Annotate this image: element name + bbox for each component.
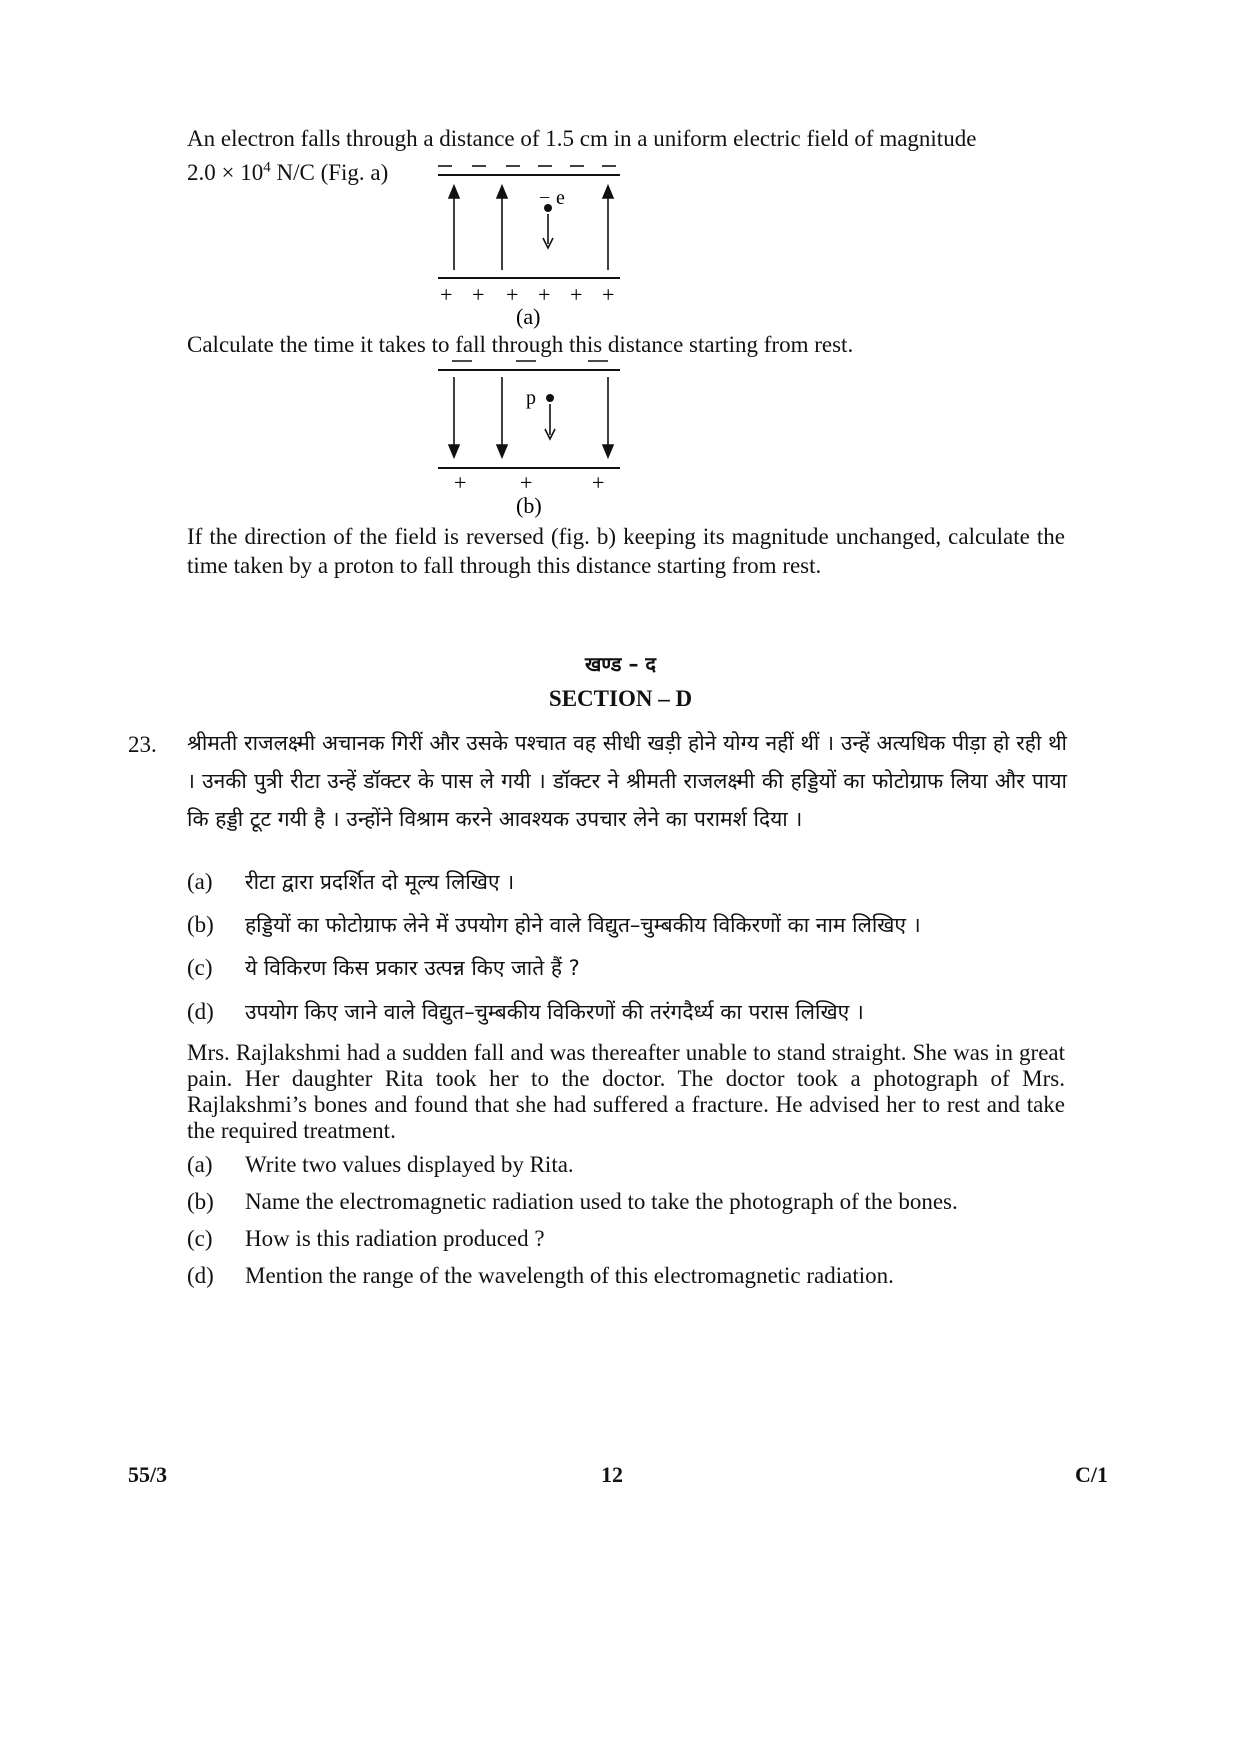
section-english-title: SECTION – D	[548, 686, 693, 711]
svg-text:e: e	[556, 187, 565, 209]
svg-text:–: –	[540, 186, 549, 206]
svg-text:+: +	[506, 282, 519, 307]
figure-a	[430, 160, 630, 330]
figure-b-proton	[526, 387, 555, 439]
q23-hindi-part-a: (a) रीटा द्वारा प्रदर्शित दो मूल्य लिखिए ।	[187, 869, 515, 894]
figure-a-field-arrows	[449, 186, 613, 270]
footer-set: C/1	[1075, 1462, 1108, 1487]
q23-english-part-d: (d) Mention the range of the wavelength of this electromagnetic radiation.	[187, 1263, 894, 1288]
q23-hindi-para: श्रीमती राजलक्ष्मी अचानक गिरीं और उसके पश्चात वह सीधी खड़ी होने योग्य नहीं थीं । उन्हें अत्यधिक पीड़ा हो रही थी । उनकी पुत्री रीटा उन्हें डॉक्टर के पास ले गयी । डॉक्टर ने श्रीमती राजलक्ष्मी की हड्डियों का फोटोग्राफ लिया और पाया कि हड्डी टूट गयी है । उन्होंने विश्राम करने आवश्यक उपचार लेने का परामर्श दिया ।	[187, 731, 1067, 831]
svg-text:+: +	[592, 470, 605, 495]
q22-calc-text: Calculate the time it takes to fall through this distance starting from rest.	[187, 332, 854, 357]
svg-text:+: +	[570, 282, 583, 307]
svg-text:+: +	[472, 282, 485, 307]
q23-english-part-b: (b) Name the electromagnetic radiation used to take the photograph of the bones.	[187, 1189, 958, 1214]
figure-a-electron	[539, 186, 565, 248]
q23-english-part-c: (c) How is this radiation produced ?	[187, 1226, 545, 1251]
q22-intro-line2: $2.0 \times 10^4$ N/C (Fig. a)	[187, 159, 389, 185]
q22-intro-line1: An electron falls through a distance of 1.5 cm in a uniform electric field of magnitude	[187, 126, 977, 151]
q23-hindi-part-c: (c) ये विकिरण किस प्रकार उत्पन्न किए जाते हैं ?	[187, 955, 580, 980]
figure-b-bottom-signs	[454, 470, 604, 495]
figure-b-label: (b)	[516, 493, 542, 518]
q23-english-part-a: (a) Write two values displayed by Rita.	[187, 1152, 574, 1177]
svg-text:+: +	[520, 470, 533, 495]
figure-a-label: (a)	[516, 304, 541, 329]
section-hindi-title: खण्ड – द	[584, 652, 657, 676]
svg-text:p: p	[526, 387, 536, 409]
q23-hindi-part-d: (d) उपयोग किए जाने वाले विद्युत–चुम्बकीय विकिरणों की तरंगदैर्ध्य का परास लिखिए ।	[187, 999, 864, 1024]
footer-page-number: 12	[601, 1462, 623, 1487]
svg-text:+: +	[538, 282, 551, 307]
q23-hindi-part-b: (b) हड्डियों का फोटोग्राफ लेने में उपयोग होने वाले विद्युत–चुम्बकीय विकिरणों का नाम लिखिए ।	[187, 912, 921, 937]
svg-text:+: +	[454, 470, 467, 495]
svg-text:+: +	[602, 282, 615, 307]
footer-code: 55/3	[128, 1462, 168, 1487]
q23-number: 23.	[128, 732, 157, 757]
svg-text:+: +	[440, 282, 453, 307]
q23-english-para: Mrs. Rajlakshmi had a sudden fall and was thereafter unable to stand straight. She was in great pain. Her daughter Rita took her to the doctor. The doctor took a photograph of Mrs. Rajlakshmi’s bones and found that she had suffered a fracture. He advised her to rest and take the required treatment.	[187, 1040, 1065, 1143]
figure-b	[430, 355, 630, 520]
q22-reverse-text: If the direction of the field is reversed (fig. b) keeping its magnitude unchanged, calculate the time taken by a proton to fall through this distance starting from rest.	[187, 524, 1065, 578]
